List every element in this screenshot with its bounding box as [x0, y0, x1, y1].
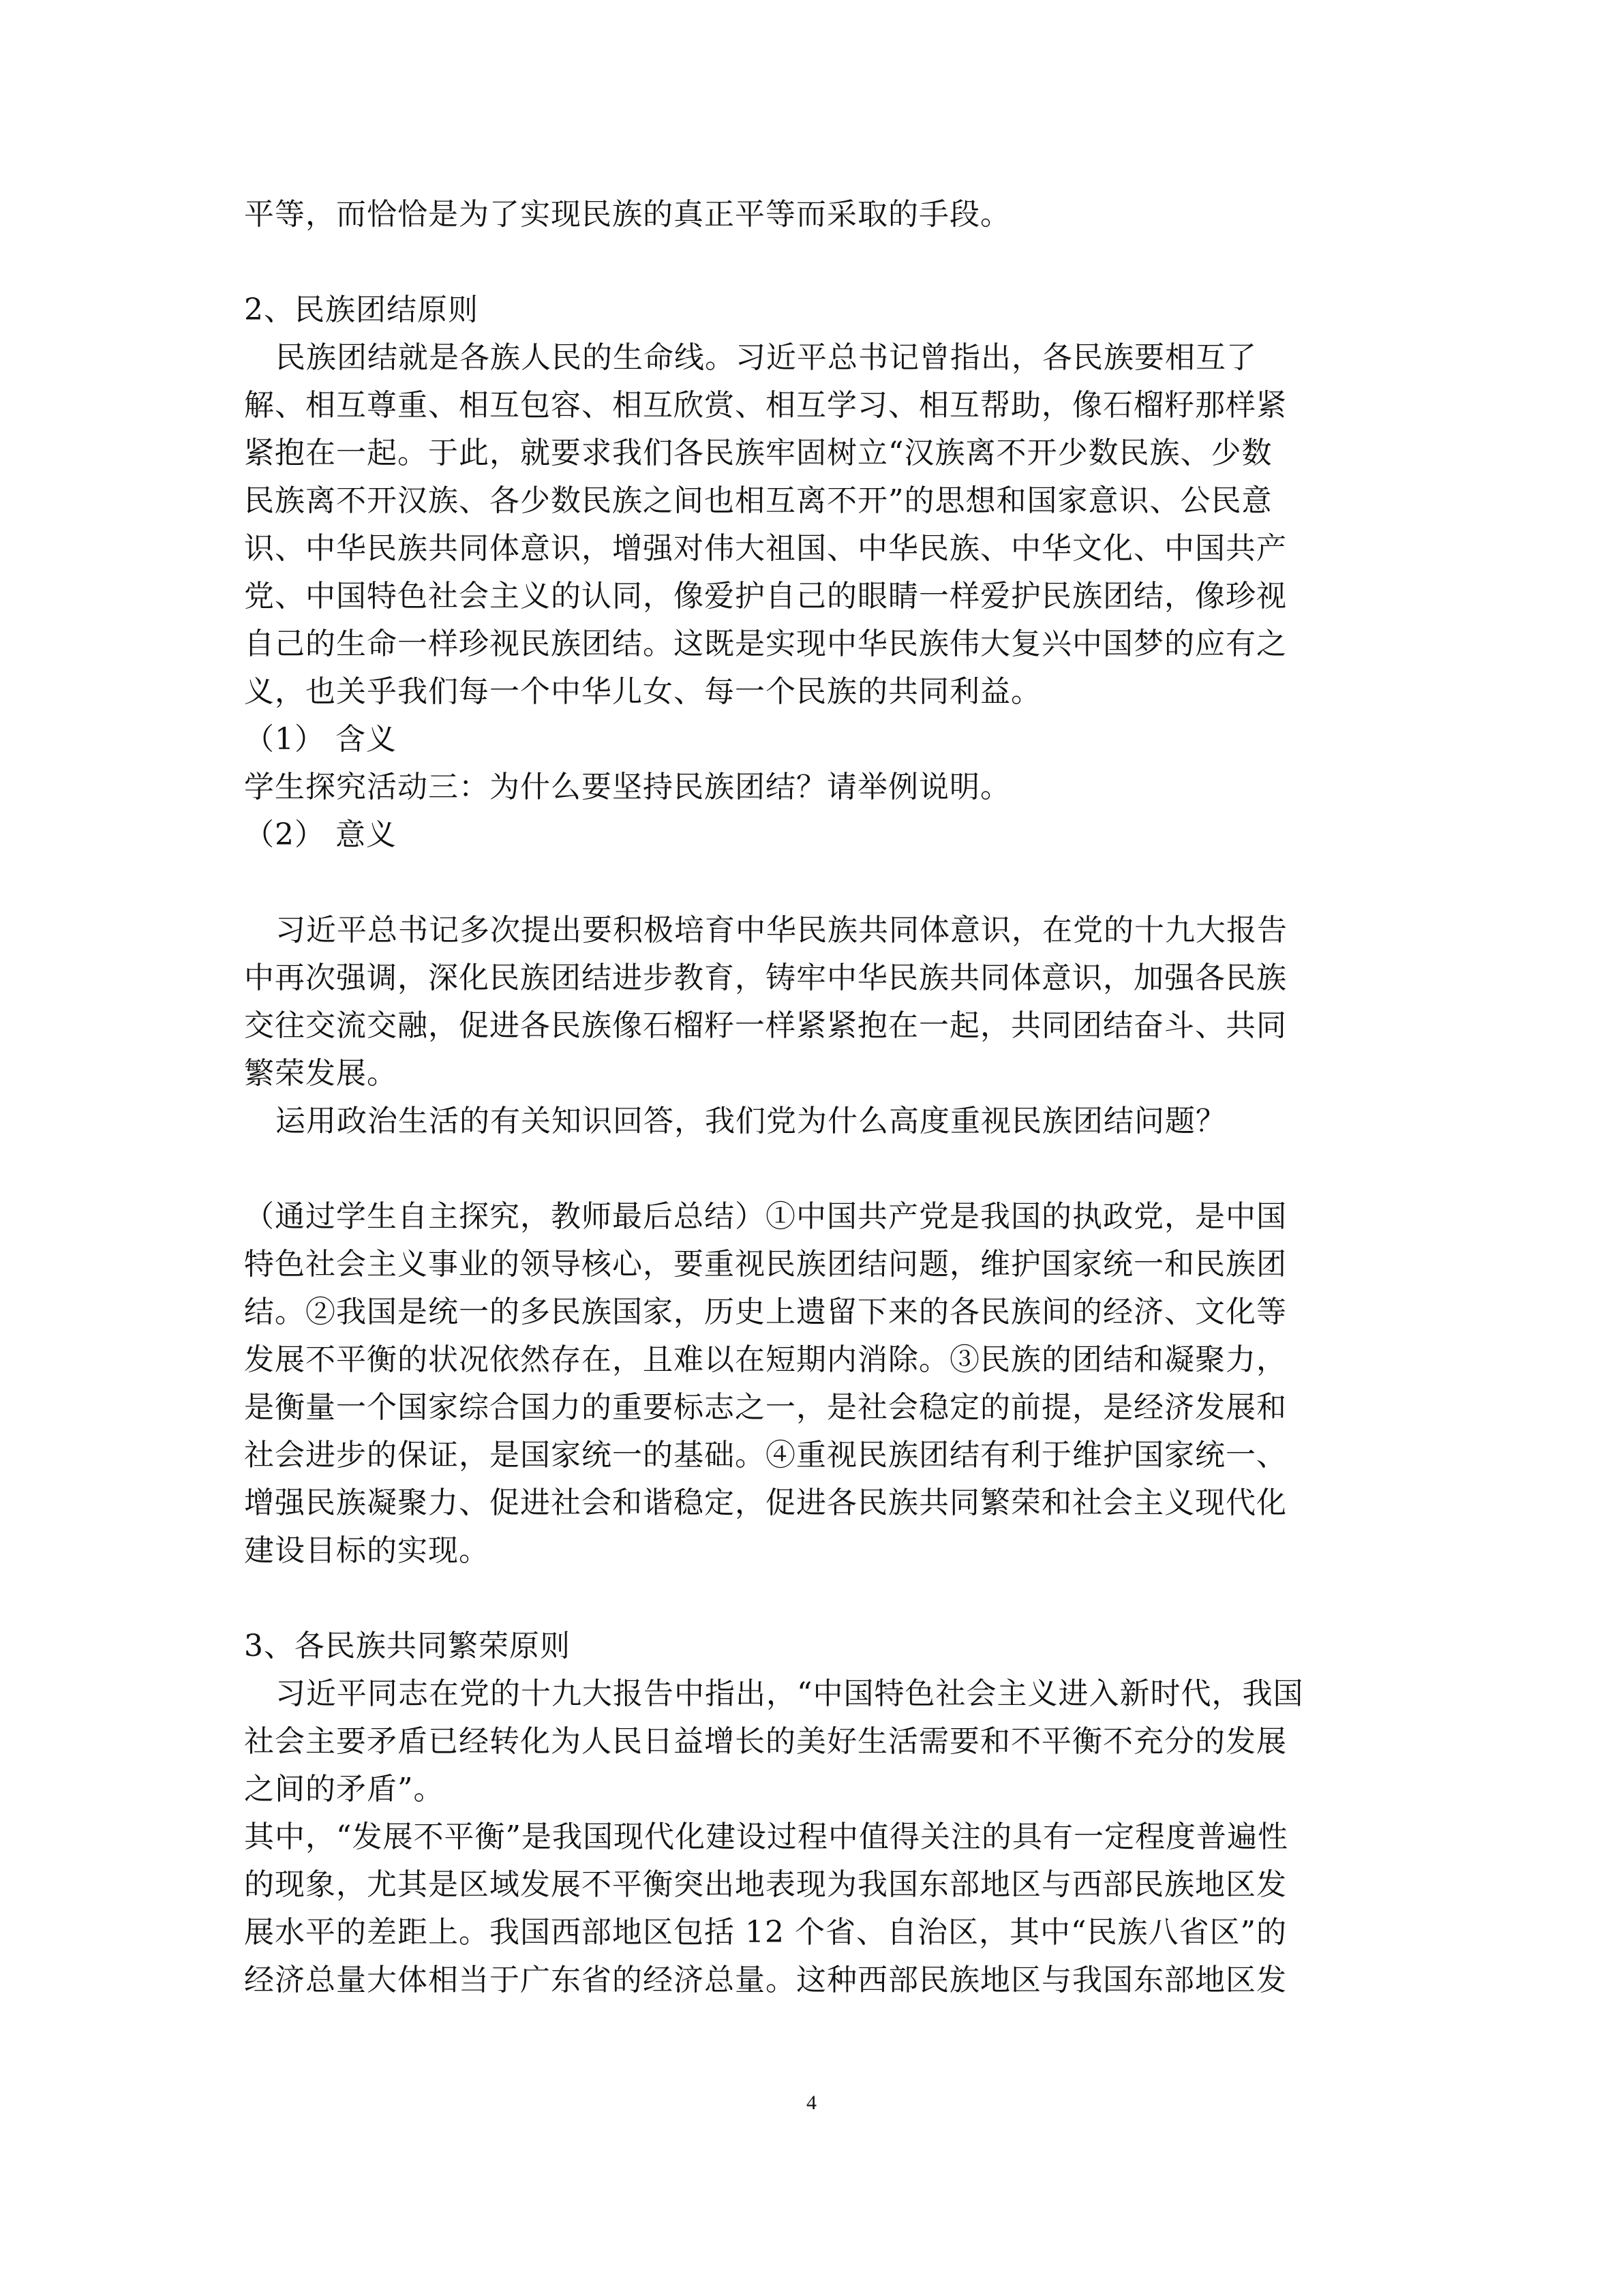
paragraph-line: 展水平的差距上。我国西部地区包括 12 个省、自治区，其中“民族八省区”的 — [244, 1915, 1287, 1950]
paragraph-line: （通过学生自主探究，教师最后总结）①中国共产党是我国的执政党，是中国 — [244, 1199, 1287, 1234]
paragraph-line: 平等，而恰恰是为了实现民族的真正平等而采取的手段。 — [244, 197, 1011, 232]
question-line: 运用政治生活的有关知识回答，我们党为什么高度重视民族团结问题？ — [275, 1104, 1226, 1138]
paragraph-line: 学生探究活动三：为什么要坚持民族团结？请举例说明。 — [244, 770, 1011, 804]
paragraph-line: 之间的矛盾”。 — [244, 1772, 444, 1807]
paragraph-line: 是衡量一个国家综合国力的重要标志之一，是社会稳定的前提，是经济发展和 — [244, 1390, 1287, 1425]
paragraph-line: 其中，“发展不平衡”是我国现代化建设过程中值得关注的具有一定程度普遍性 — [244, 1819, 1288, 1854]
paragraph-line: 结。②我国是统一的多民族国家，历史上遗留下来的各民族间的经济、文化等 — [244, 1295, 1287, 1329]
subheading: （1） 含义 — [244, 722, 397, 757]
paragraph-line: 民族离不开汉族、各少数民族之间也相互离不开”的思想和国家意识、公民意 — [244, 483, 1273, 518]
paragraph-line: 增强民族凝聚力、促进社会和谐稳定，促进各民族共同繁荣和社会主义现代化 — [244, 1485, 1287, 1520]
paragraph-line: 中再次强调，深化民族团结进步教育，铸牢中华民族共同体意识，加强各民族 — [244, 961, 1287, 995]
paragraph-line: 紧抱在一起。于此，就要求我们各民族牢固树立“汉族离不开少数民族、少数 — [244, 436, 1273, 470]
paragraph-line: 自己的生命一样珍视民族团结。这既是实现中华民族伟大复兴中国梦的应有之 — [244, 626, 1287, 661]
paragraph-line: 党、中国特色社会主义的认同，像爱护自己的眼睛一样爱护民族团结，像珍视 — [244, 579, 1287, 614]
paragraph-line: 识、中华民族共同体意识，增强对伟大祖国、中华民族、中华文化、中国共产 — [244, 531, 1287, 566]
paragraph-line: 经济总量大体相当于广东省的经济总量。这种西部民族地区与我国东部地区发 — [244, 1963, 1287, 1997]
paragraph-line: 习近平同志在党的十九大报告中指出，“中国特色社会主义进入新时代，我国 — [275, 1676, 1304, 1711]
blank-line — [244, 1145, 1376, 1193]
paragraph-line: 建设目标的实现。 — [244, 1533, 489, 1568]
subheading: （2） 意义 — [244, 817, 397, 852]
paragraph-line: 发展不平衡的状况依然存在，且难以在短期内消除。③民族的团结和凝聚力， — [244, 1342, 1287, 1377]
blank-line — [244, 859, 1376, 907]
section-heading: 2、民族团结原则 — [244, 292, 479, 327]
page-number: 4 — [806, 2091, 817, 2114]
paragraph-line: 习近平总书记多次提出要积极培育中华民族共同体意识，在党的十九大报告 — [275, 913, 1288, 948]
paragraph-line: 社会进步的保证，是国家统一的基础。④重视民族团结有利于维护国家统一、 — [244, 1438, 1287, 1472]
paragraph-line: 特色社会主义事业的领导核心，要重视民族团结问题，维护国家统一和民族团 — [244, 1247, 1287, 1282]
section-heading: 3、各民族共同繁荣原则 — [244, 1629, 571, 1663]
blank-line — [244, 1575, 1376, 1622]
paragraph-line: 交往交流交融，促进各民族像石榴籽一样紧紧抱在一起，共同团结奋斗、共同 — [244, 1008, 1287, 1043]
blank-line — [244, 239, 1376, 286]
paragraph-line: 的现象，尤其是区域发展不平衡突出地表现为我国东部地区与西部民族地区发 — [244, 1867, 1287, 1902]
page-body — [244, 191, 1376, 2004]
paragraph-line: 繁荣发展。 — [244, 1056, 397, 1091]
paragraph-line: 解、相互尊重、相互包容、相互欣赏、相互学习、相互帮助，像石榴籽那样紧 — [244, 388, 1287, 423]
paragraph-line: 社会主要矛盾已经转化为人民日益增长的美好生活需要和不平衡不充分的发展 — [244, 1724, 1287, 1759]
paragraph-line: 义，也关乎我们每一个中华儿女、每一个民族的共同利益。 — [244, 674, 1042, 709]
paragraph-line: 民族团结就是各族人民的生命线。习近平总书记曾指出，各民族要相互了 — [275, 340, 1257, 375]
